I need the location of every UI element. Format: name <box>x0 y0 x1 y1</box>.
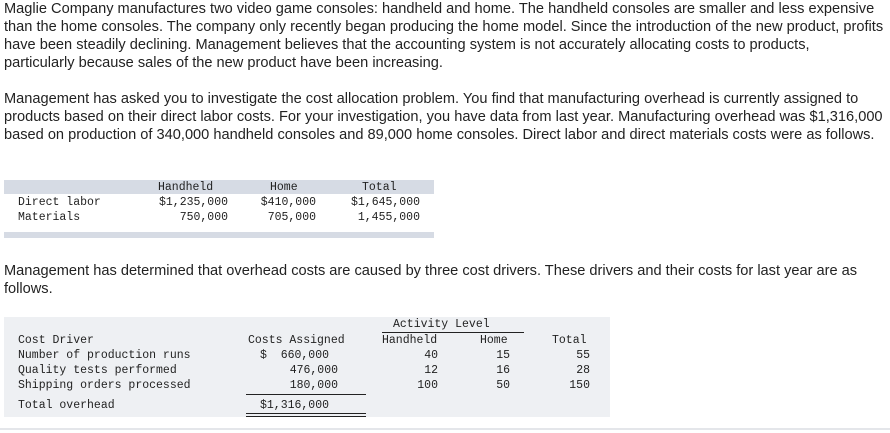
col-header-total: Total <box>552 334 587 347</box>
labor-materials-table <box>4 180 434 238</box>
materials-handheld: 750,000 <box>179 211 228 224</box>
total-quality-tests: 28 <box>576 364 590 377</box>
materials-home: 705,000 <box>267 211 316 224</box>
col-header-handheld: Handheld <box>158 181 214 194</box>
handheld-shipping-orders: 100 <box>417 379 438 392</box>
costs-quality-tests: 476,000 <box>289 364 338 377</box>
activity-level-header: Activity Level <box>393 318 490 331</box>
col-header-total: Total <box>362 181 397 194</box>
cost-driver-table <box>4 317 610 417</box>
intro-paragraph: Maglie Company manufactures two video game consoles: handheld and home. The handheld consoles are smaller and less expensive than the home consoles. The company only recently began producing the home model. Since the introduction of the new product, profits have been steadily declining. Management believes that the accounting system is not accurately allocating costs to products, particularly because sales of the new product have been increasing. <box>4 1 884 71</box>
costs-production-runs: $ 660,000 <box>260 349 330 362</box>
costs-shipping-orders: 180,000 <box>289 379 338 392</box>
total-shipping-orders: 150 <box>569 379 590 392</box>
col-header-home: Home <box>480 334 508 347</box>
total-overhead-label: Total overhead <box>18 399 115 412</box>
driver-shipping-orders: Shipping orders processed <box>18 379 191 392</box>
home-quality-tests: 16 <box>496 364 510 377</box>
home-shipping-orders: 50 <box>496 379 510 392</box>
total-double-rule-bottom <box>246 416 366 417</box>
handheld-production-runs: 40 <box>424 349 438 362</box>
col-header-home: Home <box>270 181 298 194</box>
direct-labor-total: $1,645,000 <box>350 196 420 209</box>
home-production-runs: 15 <box>496 349 510 362</box>
row-label-direct-labor: Direct labor <box>18 196 101 209</box>
table-footer-band <box>4 232 434 238</box>
direct-labor-home: $410,000 <box>260 196 316 209</box>
total-overhead-value: $1,316,000 <box>260 399 330 412</box>
handheld-quality-tests: 12 <box>424 364 438 377</box>
driver-quality-tests: Quality tests performed <box>18 364 177 377</box>
col-header-cost-driver: Cost Driver <box>18 334 94 347</box>
row-label-materials: Materials <box>18 211 81 224</box>
investigation-paragraph: Management has asked you to investigate the cost allocation problem. You find that manufacturing overhead is currently assigned to products based on their direct labor costs. For your investigation, you have data from last year. Manufacturing overhead was $1,316,000 based on production of 340,000 handheld consoles and 89,000 home consoles. Direct labor and direct materials costs were as follows. <box>4 91 883 143</box>
total-double-rule-top <box>246 413 366 414</box>
total-production-runs: 55 <box>576 349 590 362</box>
bottom-divider <box>0 428 890 430</box>
activity-level-underline <box>382 332 524 333</box>
direct-labor-handheld: $1,235,000 <box>158 196 228 209</box>
materials-total: 1,455,000 <box>357 211 420 224</box>
subtotal-rule <box>246 394 366 395</box>
driver-production-runs: Number of production runs <box>18 349 191 362</box>
col-header-handheld: Handheld <box>382 334 438 347</box>
col-header-costs-assigned: Costs Assigned <box>248 334 345 347</box>
cost-driver-paragraph: Management has determined that overhead costs are caused by three cost drivers. These drivers and their costs for last year are as follows. <box>4 263 858 297</box>
